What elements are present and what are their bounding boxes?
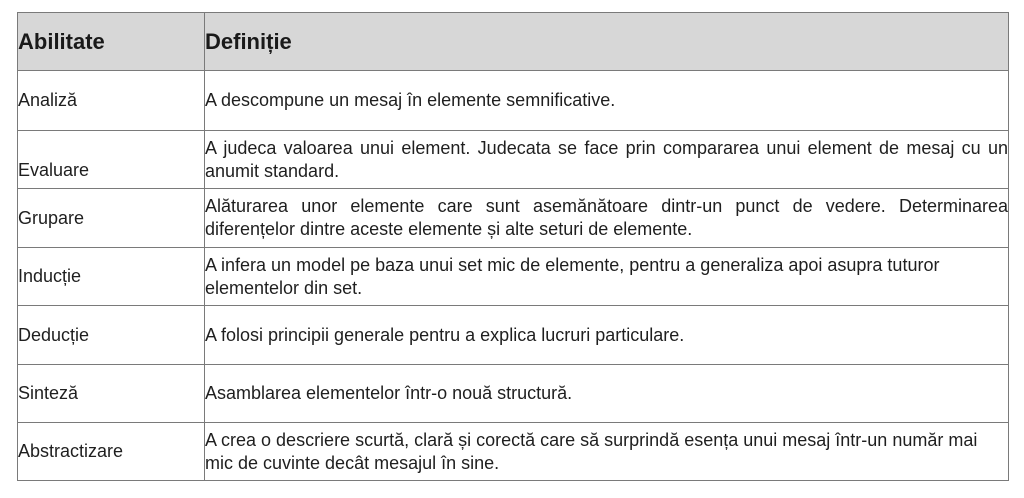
- skill-cell: Sinteză: [18, 365, 205, 423]
- header-skill: Abilitate: [18, 13, 205, 71]
- table-row: [18, 71, 1009, 131]
- table-row: [18, 248, 1009, 306]
- definition-cell: A infera un model pe baza unui set mic de elemente, pentru a generaliza apoi asupra tuturor elementelor din set.: [205, 248, 1009, 306]
- skill-cell: Deducție: [18, 306, 205, 365]
- skill-cell: Grupare: [18, 189, 205, 248]
- definition-cell: A crea o descriere scurtă, clară și corectă care să surprindă esența unui mesaj într-un număr mai mic de cuvinte decât mesajul în sine.: [205, 423, 1009, 481]
- table-row: [18, 131, 1009, 189]
- skill-cell: Abstractizare: [18, 423, 205, 481]
- skill-cell: Analiză: [18, 71, 205, 131]
- definition-cell: A judeca valoarea unui element. Judecata se face prin compararea unui element de mesaj cu un anumit standard.: [205, 131, 1009, 189]
- skill-cell: Evaluare: [18, 131, 205, 189]
- table-row: [18, 306, 1009, 365]
- table-row: [18, 189, 1009, 248]
- definition-cell: A descompune un mesaj în elemente semnificative.: [205, 71, 1009, 131]
- definition-cell: Asamblarea elementelor într-o nouă structură.: [205, 365, 1009, 423]
- definition-cell: A folosi principii generale pentru a explica lucruri particulare.: [205, 306, 1009, 365]
- definition-cell: Alăturarea unor elemente care sunt asemănătoare dintr-un punct de vedere. Determinarea diferențelor dintre aceste elemente și alte seturi de elemente.: [205, 189, 1009, 248]
- skills-definition-table: [17, 12, 1009, 481]
- header-definition: Definiție: [205, 13, 1009, 71]
- skill-cell: Inducție: [18, 248, 205, 306]
- table-row: [18, 365, 1009, 423]
- table-row: [18, 423, 1009, 481]
- table-header: [18, 13, 1009, 71]
- header-row: [18, 13, 1009, 71]
- table-body: [18, 71, 1009, 481]
